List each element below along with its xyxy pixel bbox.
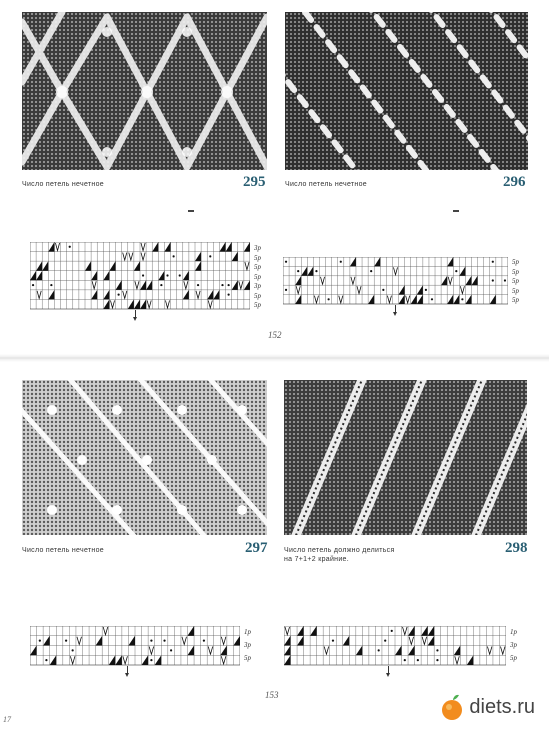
yarn-over-symbol [403,627,408,635]
decrease-symbol [109,655,116,665]
decrease-symbol [155,655,162,665]
purl-dot [455,270,457,272]
yarn-over-symbol [221,656,226,664]
purl-dot [170,649,172,651]
lace-stripe-texture [284,380,527,535]
chart-295 [30,242,250,310]
yarn-over-symbol [92,281,96,289]
yarn-over-symbol [422,637,427,645]
decrease-symbol [356,646,363,656]
purl-dot [160,284,162,286]
decrease-symbol [301,266,307,275]
yarn-over-symbol [55,243,59,251]
purl-dot [370,270,372,272]
decrease-symbol [441,276,447,285]
pattern-number-296: 296 [503,174,526,190]
decrease-symbol [116,280,122,290]
purl-dot [203,640,205,642]
decrease-symbol [490,295,496,304]
yarn-over-symbol [409,637,414,645]
decrease-symbol [295,295,301,304]
purl-dot [425,289,427,291]
decrease-symbol [350,257,356,266]
yarn-over-symbol [184,281,188,289]
purl-dot [69,246,71,248]
decrease-symbol [399,295,405,304]
decrease-symbol [310,626,317,636]
purl-dot [45,659,47,661]
yarn-over-symbol [123,253,127,261]
decrease-symbol [96,636,103,646]
decrease-symbol [142,655,149,665]
decrease-symbol [220,646,227,656]
yarn-over-symbol [351,277,355,284]
decrease-symbol [134,261,140,271]
separator-mark [188,210,194,212]
lace-light-texture [22,380,267,535]
decrease-symbol [374,257,380,266]
purl-dot [118,294,120,296]
pattern-number-297: 297 [245,540,268,556]
lace-diagonal-texture [285,12,528,170]
purl-dot [173,255,175,257]
yarn-over-symbol [196,291,200,299]
decrease-symbol [195,261,201,271]
decrease-symbol [183,271,189,281]
decrease-symbol [343,636,350,646]
yarn-over-symbol [123,291,127,299]
purl-dot [285,261,287,263]
chart-297 [30,626,240,666]
purl-dot [461,298,463,300]
center-arrow [127,666,128,674]
yarn-over-symbol [135,281,139,289]
knit-photo-295 [22,12,267,170]
decrease-symbol [244,280,250,290]
yarn-over-symbol [165,300,169,308]
purl-dot [166,274,168,276]
yarn-over-symbol [77,637,82,645]
decrease-symbol [115,655,122,665]
purl-dot [163,640,165,642]
caption-297: Число петель нечетное [22,547,104,554]
decrease-symbol [411,295,417,304]
separator-mark [453,210,459,212]
purl-dot [378,649,380,651]
brand-watermark [439,693,535,721]
purl-dot [150,659,152,661]
yarn-over-symbol [245,262,249,270]
decrease-symbol [140,280,146,290]
decrease-symbol [399,285,405,294]
purl-dot [382,289,384,291]
purl-dot [150,640,152,642]
left-margin-mark: 17 [3,715,11,724]
purl-dot [315,270,317,272]
yarn-over-symbol [110,300,114,308]
yarn-over-symbol [339,296,343,303]
decrease-symbol [183,290,189,300]
decrease-symbol [417,285,423,294]
yarn-over-symbol [393,267,397,274]
yarn-over-symbol [182,637,187,645]
yarn-over-symbol [149,647,154,655]
yarn-over-symbol [123,656,128,664]
decrease-symbol [103,299,109,309]
decrease-symbol [297,636,304,646]
yarn-over-symbol [208,300,212,308]
purl-dot [72,649,74,651]
decrease-symbol [428,626,435,636]
yarn-over-symbol [70,656,75,664]
purl-dot [332,640,334,642]
decrease-symbol [233,636,240,646]
decrease-symbol [417,295,423,304]
purl-dot [328,298,330,300]
decrease-symbol [408,646,415,656]
decrease-symbol [232,280,238,290]
yarn-over-symbol [500,647,505,655]
decrease-symbol [226,242,232,252]
yarn-over-symbol [239,281,243,289]
yarn-over-symbol [357,286,361,293]
yarn-over-symbol [221,637,226,645]
center-arrow [388,666,389,674]
purl-dot [417,659,419,661]
decrease-symbol [48,242,54,252]
decrease-symbol [453,295,459,304]
apple-icon [439,693,465,721]
purl-dot [39,640,41,642]
decrease-symbol [467,655,474,665]
decrease-symbol [454,646,461,656]
decrease-symbol [368,295,374,304]
decrease-symbol [91,271,97,281]
page-number-top: 152 [268,330,282,340]
decrease-symbol [284,655,291,665]
purl-dot [297,270,299,272]
purl-dot [179,274,181,276]
decrease-symbol [284,636,291,646]
decrease-symbol [188,646,195,656]
decrease-symbol [43,636,50,646]
yarn-over-symbol [448,277,452,284]
caption-298-line2: на 7+1+2 крайние. [284,556,349,563]
decrease-symbol [188,626,195,636]
purl-dot [197,284,199,286]
yarn-over-symbol [129,253,133,261]
purl-dot [340,261,342,263]
knit-photo-298 [284,380,527,535]
yarn-over-symbol [285,627,290,635]
page-number-bottom: 153 [265,690,279,700]
decrease-symbol [465,276,471,285]
decrease-symbol [109,261,115,271]
pattern-number-295: 295 [243,174,266,190]
knit-photo-296 [285,12,528,170]
purl-dot [436,659,438,661]
decrease-symbol [244,242,250,252]
purl-dot [492,261,494,263]
purl-dot [209,255,211,257]
decrease-symbol [421,626,428,636]
decrease-symbol [459,266,465,275]
decrease-symbol [395,646,402,656]
decrease-symbol [30,271,36,281]
purl-dot [384,640,386,642]
purl-dot [221,284,223,286]
decrease-symbol [447,295,453,304]
yarn-over-symbol [455,656,460,664]
purl-dot [436,649,438,651]
caption-295: Число петель нечетное [22,181,104,188]
decrease-symbol [103,271,109,281]
decrease-symbol [48,290,54,300]
lace-diamond-texture [22,12,267,170]
decrease-symbol [134,299,140,309]
brand-text: diets.ru [469,695,535,718]
decrease-symbol [195,252,201,262]
decrease-symbol [307,266,313,275]
yarn-over-symbol [103,627,108,635]
decrease-symbol [465,295,471,304]
center-arrow [135,310,136,318]
purl-dot [32,284,34,286]
decrease-symbol [164,242,170,252]
yarn-over-symbol [320,277,324,284]
purl-dot [142,274,144,276]
yarn-over-symbol [147,300,151,308]
decrease-symbol [128,299,134,309]
decrease-symbol [232,252,238,262]
decrease-symbol [85,261,91,271]
decrease-symbol [91,290,97,300]
caption-298-line1: Число петель должно делиться [284,547,395,554]
page-divider [0,354,549,362]
yarn-over-symbol [296,286,300,293]
decrease-symbol [447,257,453,266]
knit-photo-297 [22,380,267,535]
caption-298 [284,546,395,564]
purl-dot [228,284,230,286]
decrease-symbol [295,276,301,285]
decrease-symbol [219,242,225,252]
purl-dot [404,659,406,661]
yarn-over-symbol [387,296,391,303]
purl-dot [492,279,494,281]
purl-dot [228,294,230,296]
purl-dot [431,298,433,300]
decrease-symbol [36,271,42,281]
decrease-symbol [297,626,304,636]
yarn-over-symbol [406,296,410,303]
decrease-symbol [30,646,37,656]
yarn-over-symbol [208,647,213,655]
yarn-over-symbol [314,296,318,303]
decrease-symbol [146,280,152,290]
decrease-symbol [140,299,146,309]
decrease-symbol [158,271,164,281]
purl-dot [50,284,52,286]
decrease-symbol [213,290,219,300]
yarn-over-symbol [37,291,41,299]
decrease-symbol [152,242,158,252]
purl-dot [285,289,287,291]
yarn-over-symbol [141,243,145,251]
yarn-over-symbol [141,253,145,261]
center-arrow [395,305,396,313]
decrease-symbol [408,626,415,636]
decrease-symbol [207,290,213,300]
decrease-symbol [428,636,435,646]
decrease-symbol [103,290,109,300]
decrease-symbol [36,261,42,271]
decrease-symbol [42,261,48,271]
purl-dot [391,630,393,632]
yarn-over-symbol [324,647,329,655]
decrease-symbol [128,636,135,646]
chart-296 [283,257,508,305]
purl-dot [65,640,67,642]
decrease-symbol [284,646,291,656]
decrease-symbol [472,276,478,285]
pattern-number-298: 298 [505,540,528,556]
yarn-over-symbol [460,286,464,293]
yarn-over-symbol [487,647,492,655]
decrease-symbol [50,655,57,665]
purl-dot [504,279,506,281]
chart-298 [284,626,506,666]
caption-296: Число петель нечетное [285,181,367,188]
